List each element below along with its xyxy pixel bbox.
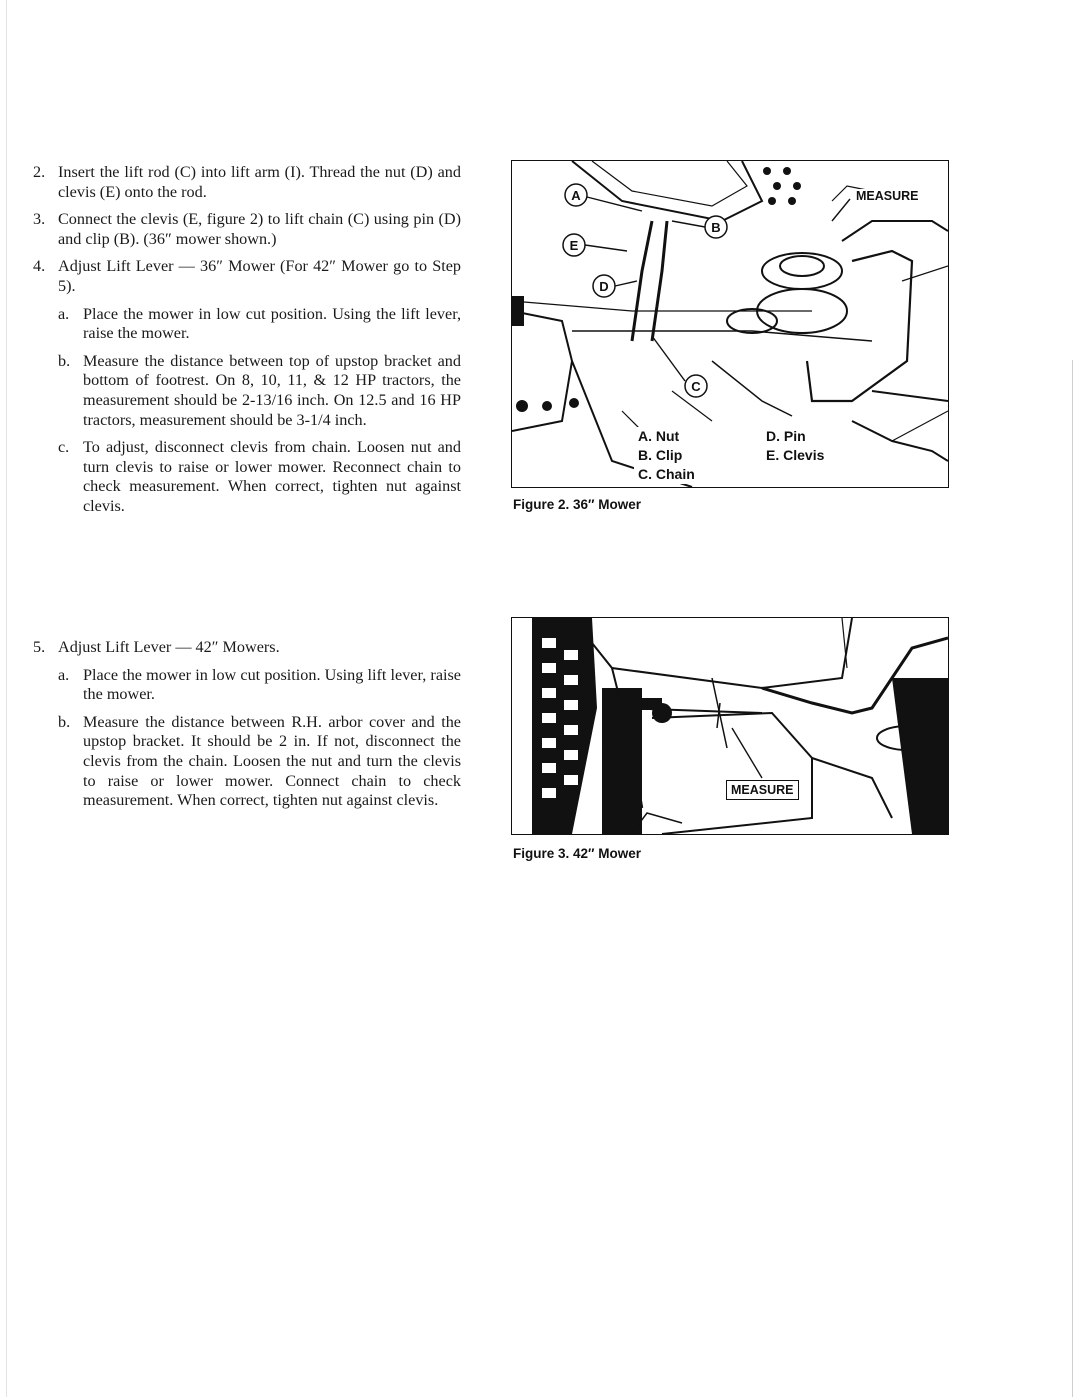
figure-2-caption: Figure 2. 36″ Mower <box>513 497 641 512</box>
substep-text: Measure the distance between R.H. arbor cover and the upstop bracket. It should be 2 in. If not, disconnect the clevis from the chain. Loosen the nut and turn the clevis to raise or lower mower. Connect chain to check measurement. When correct, tighten nut against clevis. <box>83 712 461 810</box>
callout-b: B <box>711 220 721 235</box>
substep-letter: b. <box>58 712 71 731</box>
substep-letter: b. <box>58 351 71 370</box>
instructions-column-lower <box>0 638 480 811</box>
step-5b <box>0 713 480 811</box>
step-5 <box>0 638 480 658</box>
measure-label: MEASURE <box>856 189 919 203</box>
step-number: 3. <box>33 210 46 229</box>
step-4 <box>0 257 480 296</box>
legend-b: B. Clip <box>638 447 683 463</box>
figure-2-legend <box>634 427 699 484</box>
scan-artifact <box>1072 360 1073 1397</box>
step-4a <box>0 305 480 344</box>
measure-label: MEASURE <box>726 780 799 800</box>
step-text: Adjust Lift Lever — 36″ Mower (For 42″ Mower go to Step 5). <box>58 257 461 295</box>
callout-e: E <box>569 238 579 253</box>
substep-text: Measure the distance between top of upstop bracket and bottom of footrest. On 8, 10, 11, & 12 HP tractors, the measurement should be 2-13/16 inch. On 12.5 and 16 HP tractors, measurement should be 3-1/4 inch. <box>83 351 461 429</box>
step-number: 4. <box>33 257 46 276</box>
step-number: 5. <box>33 638 46 656</box>
substep-text: To adjust, disconnect clevis from chain. Loosen nut and turn clevis to raise or lower mower. Reconnect chain to check measurement. When correct, tighten nut against clevis. <box>83 438 461 515</box>
substep-text: Place the mower in low cut position. Using the lift lever, raise the mower. <box>83 304 461 343</box>
figure-3-drawing <box>512 618 948 834</box>
callout-d: D <box>599 279 609 294</box>
callout-c: C <box>691 379 701 394</box>
figure-2-drawing <box>512 161 948 487</box>
legend-c: C. Chain <box>638 466 695 482</box>
step-text: Insert the lift rod (C) into lift arm (I). Thread the nut (D) and clevis (E) onto the rod. <box>58 163 461 201</box>
step-4c <box>0 438 480 516</box>
step-2 <box>0 163 480 202</box>
figure-2-legend-right <box>762 427 828 465</box>
figure-3-caption: Figure 3. 42″ Mower <box>513 846 641 861</box>
legend-e: E. Clevis <box>766 447 825 463</box>
instructions-column <box>0 163 480 517</box>
legend-a: A. Nut <box>638 428 680 444</box>
step-3 <box>0 210 480 249</box>
step-4b <box>0 352 480 430</box>
step-number: 2. <box>33 163 46 181</box>
step-text: Connect the clevis (E, figure 2) to lift chain (C) using pin (D) and clip (B). (36″ mower shown.) <box>58 210 461 248</box>
substep-text: Place the mower in low cut position. Using lift lever, raise the mower. <box>83 665 461 704</box>
substep-letter: a. <box>58 665 70 684</box>
substep-letter: a. <box>58 304 70 323</box>
figure-3-illustration <box>511 617 949 835</box>
substep-letter: c. <box>58 438 70 457</box>
scan-artifact <box>6 0 7 1397</box>
step-5a <box>0 666 480 705</box>
figure-2-illustration <box>511 160 949 488</box>
legend-d: D. Pin <box>766 428 806 444</box>
callout-a: A <box>571 188 581 203</box>
step-text: Adjust Lift Lever — 42″ Mowers. <box>58 638 280 656</box>
